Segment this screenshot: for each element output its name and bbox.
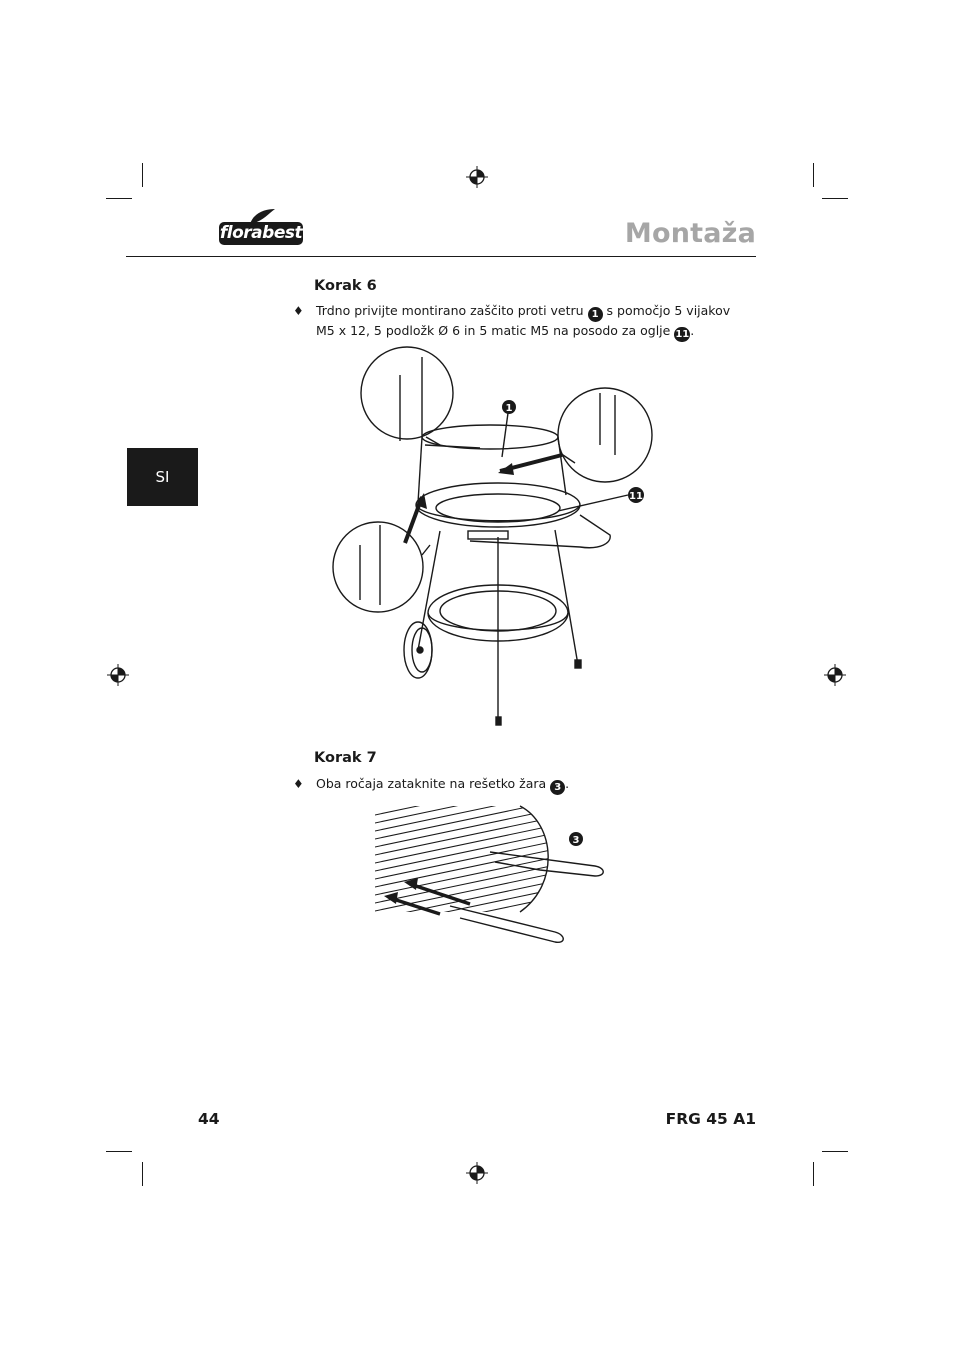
- crop-mark: [813, 163, 814, 187]
- instruction-text: .: [565, 776, 570, 791]
- figure-callout: 11: [629, 491, 643, 502]
- registration-mark-icon: [824, 664, 846, 686]
- brand-logo: florabest: [219, 223, 303, 243]
- bullet-icon: ♦: [293, 777, 304, 791]
- part-number-badge: 3: [550, 780, 565, 795]
- registration-mark-icon: [466, 166, 488, 188]
- figure-callout: 1: [505, 403, 513, 414]
- crop-mark: [822, 1151, 848, 1152]
- crop-mark: [142, 163, 143, 187]
- registration-mark-icon: [107, 664, 129, 686]
- model-number: FRG 45 A1: [665, 1110, 756, 1128]
- page-number: 44: [198, 1110, 220, 1128]
- header-divider: [126, 256, 756, 257]
- instruction-text: .: [690, 323, 695, 338]
- registration-mark-icon: [466, 1162, 488, 1184]
- step-instruction: [316, 302, 746, 342]
- grill-assembly-illustration: [330, 345, 660, 730]
- part-number-badge: 1: [588, 307, 603, 322]
- instruction-text: Trdno privijte montirano zaščito proti vetru: [316, 303, 588, 318]
- bullet-icon: ♦: [293, 304, 304, 318]
- figure-callout: 3: [572, 835, 580, 846]
- part-number-badge: 11: [675, 329, 690, 340]
- crop-mark: [142, 1162, 143, 1186]
- instruction-text: s pomočjo 5 vijakov M5 x 12, 5 podložk Ø 6 in 5 matic M5 na posodo za oglje: [316, 303, 731, 338]
- crop-mark: [106, 1151, 132, 1152]
- instruction-text: Oba ročaja zataknite na rešetko žara: [316, 776, 551, 791]
- step-instruction: [316, 775, 746, 795]
- language-tab: SI: [127, 448, 198, 506]
- grill-grate-illustration: [370, 804, 620, 949]
- step-heading: Korak 6: [314, 278, 377, 294]
- page-title: Montaža: [624, 218, 756, 249]
- crop-mark: [822, 198, 848, 199]
- crop-mark: [813, 1162, 814, 1186]
- crop-mark: [106, 198, 132, 199]
- step-heading: Korak 7: [314, 750, 377, 766]
